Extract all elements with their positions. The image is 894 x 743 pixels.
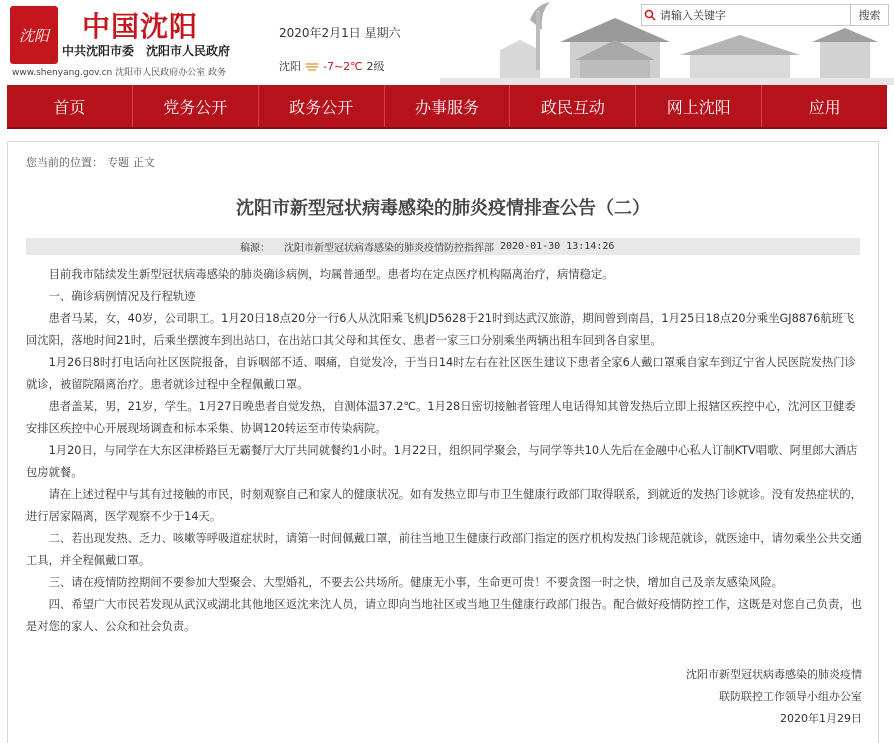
breadcrumb-colon: ： (92, 156, 103, 169)
search-input[interactable] (658, 7, 850, 23)
article-container (7, 141, 879, 743)
paragraph: 1月26日8时打电话向社区医院报备，自诉咽部不适、咽痛，自觉发冷，于当日14时左右在社区医生建议下患者全家6人戴口罩乘自家车到辽宁省人民医院发热门诊就诊，被留院隔离治疗。患者就诊过程中全程佩戴口罩。 (26, 356, 856, 391)
paragraph: 1月20日，与同学在大东区津桥路巨无霸餐厅大厅共同就餐约1小时。1月22日，组织同学聚会，与同学等共10人先后在金融中心私人订制KTV唱歌、阿里郎大酒店包房就餐。 (26, 444, 858, 479)
signature-line: 联防联控工作领导小组办公室 (719, 690, 862, 703)
article-source-bar (26, 238, 860, 255)
paragraph: 一、确诊病例情况及行程轨迹 (48, 290, 196, 303)
source-name: 沈阳市新型冠状病毒感染的肺炎疫情防控指挥部 (284, 243, 494, 254)
site-subtitle: 中共沈阳市委 沈阳市人民政府 (62, 44, 231, 58)
publish-datetime: 2020-01-30 13:14:26 (500, 241, 615, 252)
paragraph: 二、若出现发热、乏力、咳嗽等呼吸道症状时，请第一时间佩戴口罩，前往当地卫生健康行政部门指定的医疗机构发热门诊规范就诊，就医途中，请勿乘坐公共交通工具，并全程佩戴口罩。 (26, 532, 862, 567)
paragraph: 目前我市陆续发生新型冠状病毒感染的肺炎确诊病例，均属普通型。患者均在定点医疗机构隔离治疗，病情稳定。 (48, 268, 614, 281)
article-body (26, 264, 864, 638)
paragraph: 三、请在疫情防控期间不要参加大型聚会、大型婚礼，不要去公共场所。健康无小事，生命更可贵！不要贪图一时之快，增加自己及亲友感染风险。 (48, 576, 783, 589)
weather-temp: -7~2℃ (323, 59, 363, 73)
logo-mark: 沈阳 (18, 26, 49, 45)
paragraph: 患者马某，女，40岁，公司职工。1月20日18点20分一行6人从沈阳乘飞机JD5628于21时到达武汉旅游，期间曾到南昌，1月25日18点20分乘坐GJ8876航班飞回沈阳，落地时间21时，后乘坐摆渡车到出站口，在出站口其父母和其侄女、患者一家三口分别乘坐两辆出租车回到各自家里。 (26, 312, 855, 347)
search-button[interactable]: 搜索 (850, 5, 888, 25)
weather-widget (279, 58, 385, 74)
site-url: www.shenyang.gov.cn 沈阳市人民政府办公室 政务 (12, 68, 226, 78)
paragraph: 请在上述过程中与其有过接触的市民，时刻观察自己和家人的健康状况。如有发热立即与市卫生健康行政部门取得联系，到就近的发热门诊就诊。没有发热症状的，进行居家隔离，医学观察不少于14天。 (26, 488, 862, 523)
current-date: 2020年2月1日 星期六 (279, 26, 401, 40)
weather-city: 沈阳 (279, 60, 301, 73)
search-icon (642, 6, 658, 24)
main-nav (7, 85, 887, 129)
site-title[interactable]: 中国沈阳 (82, 10, 199, 43)
site-logo[interactable] (10, 6, 58, 64)
source-label: 稿源： (240, 243, 270, 254)
weather-wind: 2级 (366, 60, 385, 73)
nav-interaction[interactable]: 政民互动 (510, 85, 636, 127)
search-box (641, 4, 889, 26)
breadcrumb-label: 您当前的位置 (26, 156, 92, 169)
haze-icon (305, 61, 319, 71)
nav-party-affairs[interactable]: 党务公开 (133, 85, 259, 127)
signature-line: 沈阳市新型冠状病毒感染的肺炎疫情 (686, 668, 862, 681)
paragraph: 患者盖某，男，21岁，学生。1月27日晚患者自觉发热，自测体温37.2℃。1月28日密切接触者管理人电话得知其曾发热后立即上报辖区疾控中心，沈河区卫健委安排区疾控中心开展现场调查和标本采集、协调120转运至市传染病院。 (26, 400, 856, 435)
site-header (0, 0, 894, 85)
nav-online-shenyang[interactable]: 网上沈阳 (636, 85, 762, 127)
nav-services[interactable]: 办事服务 (385, 85, 511, 127)
paragraph: 四、希望广大市民若发现从武汉或湖北其他地区返沈来沈人员，请立即向当地社区或当地卫生健康行政部门报告。配合做好疫情防控工作，这既是对您自己负责，也是对您的家人、公众和社会负责。 (26, 598, 862, 633)
nav-government-affairs[interactable]: 政务公开 (259, 85, 385, 127)
article-title: 沈阳市新型冠状病毒感染的肺炎疫情排查公告（二） (236, 198, 650, 219)
nav-apps[interactable]: 应用 (808, 97, 841, 117)
nav-home[interactable]: 首页 (7, 85, 133, 127)
breadcrumb-current: 正文 (133, 156, 155, 169)
article-signature (686, 664, 862, 730)
breadcrumb (26, 154, 159, 170)
breadcrumb-topic[interactable]: 专题 (107, 156, 129, 169)
signature-date: 2020年1月29日 (780, 712, 862, 725)
